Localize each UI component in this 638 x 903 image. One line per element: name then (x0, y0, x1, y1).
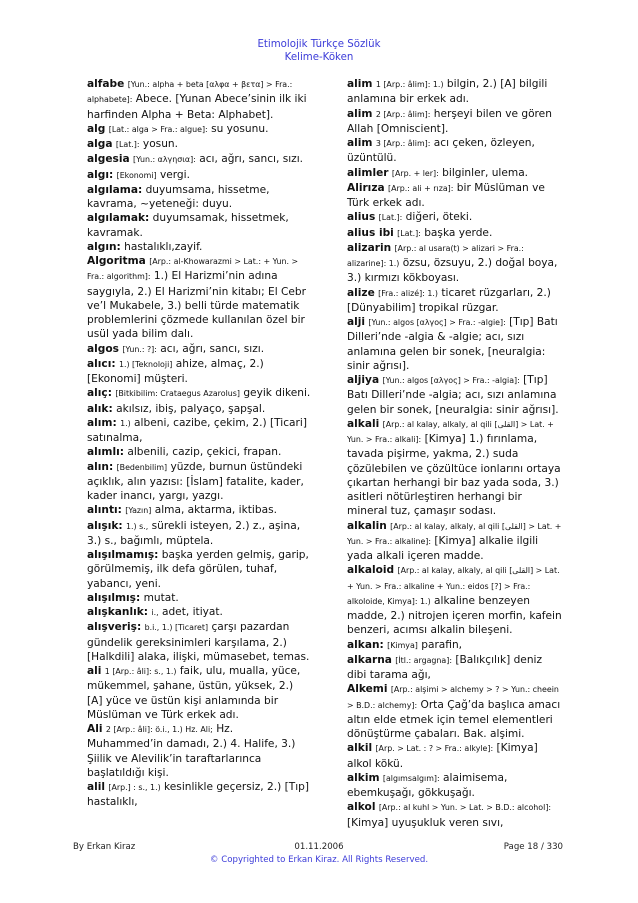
dictionary-entry (87, 122, 311, 137)
etymology: [Arp.: alşimi > alchemy > ? > Yun.: cheein > B.D.: alchemy]: (347, 685, 559, 710)
dictionary-entry (87, 416, 311, 446)
headword: alımlı: (87, 446, 124, 459)
definition: [Kimya] alkol kökü. (347, 742, 538, 770)
headword: alık: (87, 402, 113, 415)
etymology: [Arp.: al usara(t) > alizari > Fra.: alizarine]: 1.) (347, 243, 524, 268)
dictionary-entry (347, 136, 562, 166)
etymology: 1.) (120, 418, 131, 428)
definition: [Kimya] uyuşukluk veren sıvı, (347, 816, 504, 829)
definition: acı, ağrı, sancı, sızı. (160, 342, 265, 355)
definition: faik, ulu, mualla, yüce, mükemmel, şahane, üstün, yüksek, 2.) [A] yüce ve üstün kişi anlamında bir Müslüman ve Türk erkek adı. (87, 665, 301, 721)
definition: duyumsamak, hissetmek, kavramak. (87, 212, 289, 239)
headword: alışık: (87, 519, 123, 532)
etymology: 3 [Arp.: âlim]: (375, 139, 431, 148)
definition: [Kimya] 1.) fırınlama, tavada pişirme, yakma, 2.) suda çözülebilen ve çözültüce ionlarını ortaya çıkartan herhangi bir baz yada soda, 3.) asitleri nötürleştiren herhangi bir mineral tuz, çamaşır sodası. (347, 433, 561, 518)
etymology: [Ekonomi] (116, 170, 157, 180)
dictionary-entry (347, 682, 562, 741)
dictionary-entry (347, 741, 562, 771)
headword: ali (87, 665, 102, 677)
dictionary-entry (87, 605, 311, 620)
etymology: [Bitkibilim: Crataegus Azarolus] (115, 389, 240, 399)
dictionary-entry (87, 386, 311, 401)
etymology: [Yun.: αλγησια]: (133, 155, 196, 165)
etymology: [Fra.: alizé]: 1.) (378, 288, 439, 298)
dictionary-entry (347, 563, 562, 637)
headword: alkim (347, 771, 380, 784)
headword: alışılmış: (87, 591, 141, 604)
etymology: [Arp.: al kuhl > Yun. > Lat. > B.D.: alcohol]: (378, 803, 552, 813)
headword: alius (347, 211, 376, 224)
etymology: i., (151, 608, 159, 617)
definition: [Tıp] Batı Dilleri’nde -algia; acı, sızı anlamına gelen bir sonek, [neuralgia: sinir ağrısı]. (347, 374, 559, 416)
dictionary-entry (347, 653, 562, 683)
dictionary-entry (87, 211, 311, 240)
definition: diğeri, öteki. (405, 211, 473, 224)
etymology: [Yazın] (125, 506, 152, 516)
definition: hastalıklı,zayif. (124, 240, 203, 253)
headword: Algoritma (87, 255, 146, 267)
dictionary-entry (87, 519, 311, 549)
headword: alışkanlık: (87, 606, 148, 618)
dictionary-entry (87, 460, 311, 504)
headword: Ali (87, 723, 103, 735)
etymology: [Arp.: al kalay, alkaly, al qili [القلى] > Lat. + Yun. > Fra.: alkaline]: (347, 521, 562, 546)
etymology: [Arp. + ler]: (391, 168, 439, 178)
definition: başka yerden gelmiş, garip, görülmemiş, ilk defa görülen, tuhaf, yabancı, yeni. (87, 549, 309, 590)
definition: adet, itiyat. (161, 606, 223, 618)
dictionary-entry (347, 771, 562, 801)
dictionary-entry (347, 77, 562, 107)
definition: özsu, özsuyu, 2.) doğal boya, 3.) kırmızı kökboyası. (347, 257, 558, 285)
etymology: 1.) [Teknoloji] (118, 359, 173, 369)
definition: 1.) El Harizmi’nin adına saygıyla, 2.) El Harizmi’nin kitabı; El Cebr ve’l Mukabele, 3.) belli türde matematik problemlerini çözmede kullanılan özel bir usül yada bilim dalı. (87, 270, 307, 341)
definition: duyumsama, hissetme, kavrama, ~yeteneği: duyu. (87, 183, 270, 210)
headword: Alirıza (347, 181, 385, 194)
headword: alıcı: (87, 357, 116, 370)
dictionary-entry (87, 402, 311, 416)
dictionary-entry (87, 722, 311, 780)
headword: algın: (87, 240, 121, 253)
definition: alkaline benzeyen madde, 2.) nitrojen içeren morfin, kafein benzeri, acımsı alkalin bileşeni. (347, 594, 562, 637)
headword: alkol (347, 801, 376, 814)
dictionary-entry (87, 342, 311, 357)
etymology: 1 [Arp.: âlim]: 1.) (375, 80, 444, 89)
dictionary-entry (87, 240, 311, 254)
headword: alım: (87, 416, 117, 429)
dictionary-entry (87, 548, 311, 591)
headword: alga (87, 138, 113, 150)
etymology: [Lat.]: (397, 228, 421, 238)
etymology: [Arp.: al-Khowarazmi > Lat.: + Yun. > Fra.: algorithm]: (87, 257, 299, 282)
headword: alizarin (347, 241, 392, 254)
dictionary-entry (87, 77, 311, 122)
etymology: [Lat.]: (115, 140, 140, 149)
headword: alıntı: (87, 504, 122, 517)
etymology: b.i., 1.) [Ticaret] (144, 623, 209, 633)
footer-author: By Erkan Kiraz (73, 842, 136, 852)
headword: alın: (87, 460, 114, 473)
definition: albenili, cazip, çekici, frapan. (127, 446, 282, 459)
headword: alkali (347, 417, 380, 430)
definition: başka yerde. (424, 226, 493, 239)
definition: bir Müslüman ve Türk erkek adı. (347, 181, 545, 209)
definition: yosun. (142, 138, 178, 150)
headword: alg (87, 122, 106, 135)
headword: alim (347, 78, 373, 90)
definition: [Tıp] Batı Dilleri’nde -algia & -algie; acı, sızı anlamına gelen bir sonek, [neuralgia: sinir ağrısı]. (347, 316, 558, 372)
dictionary-entry (347, 181, 562, 211)
definition: bilgin, 2.) [A] bilgili anlamına bir erkek adı. (347, 78, 548, 106)
definition: ahize, almaç, 2.) [Ekonomi] müşteri. (87, 357, 264, 385)
dictionary-entry (347, 373, 562, 417)
etymology: [Arp.: ali + rıza]: (388, 183, 454, 193)
headword: aljiya (347, 374, 380, 386)
etymology: [Arp.: al kalay, alkaly, al qili [القلى] > Lat. + Yun. > Fra.: alkali]: (347, 419, 554, 444)
etymology: [Arp.] : s., 1.) (108, 783, 161, 792)
dictionary-entry (347, 315, 562, 373)
footer-copyright: © Copyrighted to Erkan Kiraz. All Rights Reserved. (209, 855, 429, 865)
headword: alil (87, 781, 106, 793)
dictionary-entry (87, 254, 311, 342)
headword: alkarna (347, 653, 392, 666)
definition: vergi. (159, 168, 190, 181)
dictionary-entry (347, 638, 562, 653)
etymology: [Lat.: alga > Fra.: algue]: (108, 124, 208, 134)
headword: algılama: (87, 183, 143, 196)
definition: Abece. [Yunan Abece’sinin ilk iki harfinden Alpha + Beta: Alphabet]. (87, 93, 307, 121)
headword: alfabe (87, 78, 125, 90)
etymology: 2 [Arp.: âlim]: (375, 109, 431, 119)
definition: mutat. (143, 591, 179, 604)
definition: yüzde, burnun üstündeki açıklık, alın yazısı: [İslam] fatalite, kader, kader inancı, yargı, yazgı. (87, 460, 304, 502)
headword: alışveriş: (87, 621, 142, 634)
dictionary-entry (87, 780, 311, 810)
definition: [Kimya] alkalie ilgili yada alkali içeren madde. (347, 534, 539, 562)
definition: herşeyi bilen ve gören Allah [Omniscient]. (347, 107, 552, 135)
dictionary-entry (87, 357, 311, 387)
dictionary-entry (87, 168, 311, 183)
headword: alkil (347, 742, 373, 755)
definition: su yosunu. (211, 122, 269, 135)
definition: acı, ağrı, sancı, sızı. (199, 153, 304, 166)
etymology: 1 [Arp.: âli]: s., 1.) (104, 667, 177, 676)
definition: albeni, cazibe, çekim, 2.) [Ticari] satınalma, (87, 416, 307, 444)
dictionary-entry (347, 226, 562, 241)
headword: alim (347, 137, 373, 149)
etymology: [Kimya] (387, 640, 418, 650)
headword: alıç: (87, 387, 112, 400)
footer-date: 01.11.2006 (294, 842, 344, 852)
headword: alim (347, 107, 373, 120)
definition: çarşı pazardan gündelik gereksinimleri karşılama, 2.) [Halkdili] alaka, ilişki, mümasebet, temas. (87, 621, 310, 663)
etymology: [Yun.: ?]: (122, 344, 157, 354)
headword: alkalin (347, 519, 387, 532)
headword: alize (347, 286, 375, 299)
etymology: [Arp. > Lat. : ? > Fra.: alkyle]: (375, 744, 494, 754)
definition: [Balıkçılık] deniz dibi tarama ağı, (347, 653, 543, 681)
etymology: [Yun.: algos [αλγος] > Fra.: -algie]: (368, 318, 506, 327)
footer-page-number: Page 18 / 330 (503, 842, 563, 852)
dictionary-entry (87, 664, 311, 722)
etymology: 1.) s., (126, 521, 149, 531)
document-subtitle: Kelime-Köken (284, 52, 354, 63)
headword: algesia (87, 153, 130, 166)
dictionary-entry (347, 210, 562, 225)
headword: algos (87, 342, 119, 355)
dictionary-entry (87, 445, 311, 459)
headword: alkan: (347, 638, 384, 651)
etymology: [algımsalgım]: (382, 773, 440, 783)
etymology: [Bedenbilim] (116, 462, 168, 472)
headword: alimler (347, 166, 389, 179)
definition: alaimisema, ebemkuşağı, gökkuşağı. (347, 771, 508, 799)
dictionary-entry (347, 519, 562, 564)
dictionary-entry (87, 152, 311, 167)
dictionary-entry (87, 620, 311, 664)
etymology: [Arp.: al kalay, alkaly, al qili [القلى] > Lat. + Yun. > Fra.: alkaline + Yun.: eidos [?] > Fra.: alkoloide, Kimya]: 1.) (347, 566, 560, 606)
headword: algılamak: (87, 212, 150, 225)
definition: Hz. Muhammed’in damadı, 2.) 4. Halife, 3.) Şiilik ve Alevilik’in taraftarlarınca başlatıldığı kişi. (87, 723, 296, 779)
dictionary-entry (347, 800, 562, 830)
headword: alius ibi (347, 226, 394, 239)
headword: Alkemi (347, 683, 388, 696)
dictionary-entry (347, 286, 562, 316)
left-column (87, 77, 311, 810)
definition: akılsız, ibiş, palyaço, şapşal. (116, 402, 266, 415)
etymology: [İtl.: argagna]: (395, 655, 452, 665)
definition: bilginler, ulema. (442, 166, 529, 179)
page-header (0, 38, 638, 64)
etymology: [Lat.]: (378, 213, 403, 223)
definition: geyik dikeni. (243, 387, 311, 400)
headword: alışılmamış: (87, 549, 159, 561)
definition: alma, aktarma, iktibas. (154, 504, 277, 517)
definition: sürekli isteyen, 2.) z., aşina, 3.) s., bağımlı, müptela. (87, 519, 301, 547)
dictionary-entry (347, 241, 562, 286)
dictionary-entry (87, 503, 311, 518)
etymology: [Yun.: algos [αλγος] > Fra.: -algia]: (382, 376, 520, 385)
dictionary-entry (347, 166, 562, 181)
etymology: [Yun.: alpha + beta [αλφα + βετα] > Fra.: alphabete]: (87, 80, 293, 105)
definition: parafin, (421, 638, 463, 651)
definition: acı çeken, özleyen, üzüntülü. (347, 137, 535, 165)
headword: alkaloid (347, 564, 395, 577)
definition: kesinlikle geçersiz, 2.) [Tıp] hastalıklı, (87, 781, 310, 809)
dictionary-entry (87, 183, 311, 212)
headword: alji (347, 316, 366, 328)
dictionary-entry (347, 107, 562, 137)
dictionary-entry (87, 137, 311, 152)
document-title: Etimolojik Türkçe Sözlük (257, 39, 381, 50)
dictionary-entry (87, 591, 311, 605)
definition: ticaret rüzgarları, 2.) [Dünyabilim] tropikal rüzgar. (347, 286, 551, 314)
right-column (347, 77, 562, 830)
etymology: 2 [Arp.: âli]: ö.i., 1.) Hz. Ali; (105, 725, 213, 734)
definition: Orta Çağ’da başlıca amacı altın elde etmek için temel elementleri dönüştürme çabaları. Bak. alşimi. (347, 698, 561, 740)
dictionary-entry (347, 417, 562, 519)
headword: algı: (87, 168, 114, 181)
